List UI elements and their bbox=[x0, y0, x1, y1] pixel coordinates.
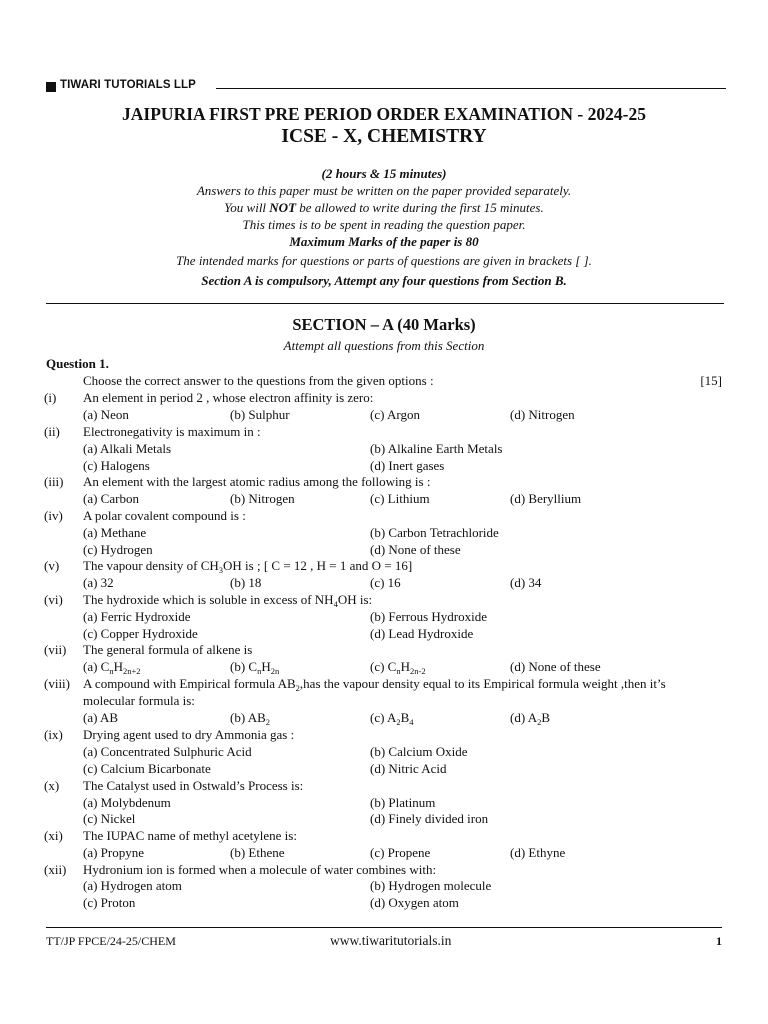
option-b: (b) Calcium Oxide bbox=[370, 744, 468, 759]
subscript: 2n+2 bbox=[123, 666, 141, 676]
option-d bbox=[510, 709, 550, 726]
options-row bbox=[0, 760, 768, 777]
option-c: (c) Nickel bbox=[83, 811, 136, 826]
question-stem-row bbox=[0, 777, 768, 794]
instruction-line-2b: be allowed to write during the first 15 minutes. bbox=[296, 200, 544, 215]
option-d: (d) 34 bbox=[510, 575, 542, 590]
question-stem-row bbox=[0, 726, 768, 743]
subscript: 2 bbox=[295, 683, 300, 693]
option-b bbox=[230, 658, 279, 675]
option-d: (d) None of these bbox=[370, 542, 461, 557]
option-c: (c) Propene bbox=[370, 845, 431, 860]
question-number: (vi) bbox=[44, 592, 63, 607]
question-intro: Choose the correct answer to the questions from the given options : bbox=[83, 373, 434, 388]
footer-rule bbox=[46, 927, 722, 928]
formula-part: H bbox=[400, 659, 410, 674]
question-stem bbox=[83, 557, 412, 574]
question-marks: [15] bbox=[700, 373, 722, 388]
options-row bbox=[0, 810, 768, 827]
option-d: (d) Inert gases bbox=[370, 458, 445, 473]
option-d: (d) Beryllium bbox=[510, 491, 582, 506]
question-number: (xii) bbox=[44, 862, 67, 877]
option-a: (a) Propyne bbox=[83, 845, 145, 860]
option-d: (d) Nitrogen bbox=[510, 407, 575, 422]
option-b: (b) Ferrous Hydroxide bbox=[370, 609, 487, 624]
page-footer bbox=[46, 927, 722, 949]
option-d: (d) Oxygen atom bbox=[370, 895, 459, 910]
options-row bbox=[0, 524, 768, 541]
instruction-line-2 bbox=[0, 199, 768, 216]
option-a: (a) 32 bbox=[83, 575, 114, 590]
exam-title: JAIPURIA FIRST PRE PERIOD ORDER EXAMINATION - 2024-25 bbox=[122, 104, 646, 124]
question-stem-row bbox=[0, 861, 768, 878]
question-stem: A polar covalent compound is : bbox=[83, 508, 246, 523]
question-stem-row bbox=[0, 827, 768, 844]
question-number: (x) bbox=[44, 778, 60, 793]
subscript: 2 bbox=[265, 717, 270, 727]
option-b: (b) Platinum bbox=[370, 795, 436, 810]
option-c: (c) Copper Hydroxide bbox=[83, 626, 198, 641]
question-stem-row bbox=[0, 641, 768, 658]
stem-part: ,has the vapour density equal to its Empirical formula weight ,then it’s bbox=[299, 676, 666, 691]
options-row bbox=[0, 794, 768, 811]
options-row bbox=[0, 709, 768, 726]
question-number: (iv) bbox=[44, 508, 63, 523]
options-row bbox=[0, 844, 768, 861]
question-stem: The Catalyst used in Ostwald’s Process is: bbox=[83, 778, 304, 793]
option-b: (b) Carbon Tetrachloride bbox=[370, 525, 499, 540]
question-stem-row bbox=[0, 557, 768, 574]
brand-name: TIWARI TUTORIALS LLP bbox=[60, 79, 196, 91]
options-row bbox=[0, 541, 768, 558]
section-subtitle: Attempt all questions from this Section bbox=[283, 338, 485, 353]
brand-square-icon bbox=[46, 82, 56, 92]
options-row bbox=[0, 406, 768, 423]
option-a: (a) Ferric Hydroxide bbox=[83, 609, 191, 624]
question-number: (ii) bbox=[44, 424, 60, 439]
options-row bbox=[0, 658, 768, 675]
instruction-line-1: Answers to this paper must be written on the paper provided separately. bbox=[196, 183, 572, 198]
instruction-line-2a: You will bbox=[224, 200, 270, 215]
question-stem: An element in period 2 , whose electron affinity is zero: bbox=[83, 390, 374, 405]
options-row bbox=[0, 608, 768, 625]
section-title: SECTION – A (40 Marks) bbox=[292, 315, 476, 334]
option-c: (c) Hydrogen bbox=[83, 542, 153, 557]
option-c: (c) Proton bbox=[83, 895, 136, 910]
divider bbox=[46, 303, 724, 304]
question-number: (xi) bbox=[44, 828, 63, 843]
question-stem-row bbox=[0, 692, 768, 709]
question-stem: The IUPAC name of methyl acetylene is: bbox=[83, 828, 297, 843]
paper-code: TT/JP FPCE/24-25/CHEM bbox=[46, 934, 176, 948]
option-c bbox=[370, 709, 414, 726]
option-a bbox=[83, 658, 141, 675]
question-stem-row bbox=[0, 423, 768, 440]
formula-part: (b) AB bbox=[230, 710, 266, 725]
question-stem: An element with the largest atomic radius among the following is : bbox=[83, 474, 431, 489]
formula-part: B bbox=[400, 710, 410, 725]
question-stem: Drying agent used to dry Ammonia gas : bbox=[83, 727, 295, 742]
question-stem-continued: molecular formula is: bbox=[83, 693, 195, 708]
question-number: (v) bbox=[44, 558, 60, 573]
question-stem: Hydronium ion is formed when a molecule of water combines with: bbox=[83, 862, 437, 877]
formula-part: (a) C bbox=[83, 659, 110, 674]
option-b: (b) Sulphur bbox=[230, 407, 290, 422]
question-stem: Electronegativity is maximum in : bbox=[83, 424, 261, 439]
formula-part: (c) C bbox=[370, 659, 397, 674]
subscript: 2 bbox=[537, 717, 542, 727]
subscript: n bbox=[257, 666, 262, 676]
option-a: (a) AB bbox=[83, 710, 119, 725]
option-d: (d) Finely divided iron bbox=[370, 811, 489, 826]
subscript: 2n bbox=[270, 666, 280, 676]
subscript: n bbox=[396, 666, 401, 676]
formula-part: (d) A bbox=[510, 710, 538, 725]
option-d: (d) None of these bbox=[510, 659, 601, 674]
subscript: 4 bbox=[333, 599, 338, 609]
subscript: n bbox=[109, 666, 114, 676]
option-a: (a) Molybdenum bbox=[83, 795, 171, 810]
options-row bbox=[0, 877, 768, 894]
options-row bbox=[0, 625, 768, 642]
formula-part: (c) A bbox=[370, 710, 397, 725]
question-stem-row bbox=[0, 473, 768, 490]
duration: (2 hours & 15 minutes) bbox=[321, 166, 447, 181]
stem-part: The hydroxide which is soluble in excess of NH bbox=[83, 592, 334, 607]
page-number: 1 bbox=[716, 934, 722, 948]
options-row bbox=[0, 743, 768, 760]
option-b: (b) Nitrogen bbox=[230, 491, 295, 506]
option-a: (a) Alkali Metals bbox=[83, 441, 172, 456]
formula-part: B bbox=[541, 710, 551, 725]
stem-part: OH is: bbox=[337, 592, 373, 607]
question-number: (ix) bbox=[44, 727, 63, 742]
instruction-line-5: The intended marks for questions or parts of questions are given in brackets [ ]. bbox=[176, 253, 592, 268]
instruction-not: NOT bbox=[269, 200, 297, 215]
option-c: (c) Lithium bbox=[370, 491, 430, 506]
option-b: (b) Alkaline Earth Metals bbox=[370, 441, 503, 456]
option-b: (b) 18 bbox=[230, 575, 262, 590]
question-intro-row bbox=[0, 372, 768, 389]
option-a: (a) Concentrated Sulphuric Acid bbox=[83, 744, 252, 759]
option-d: (d) Lead Hydroxide bbox=[370, 626, 474, 641]
stem-part: A compound with Empirical formula AB bbox=[83, 676, 296, 691]
question-number: (iii) bbox=[44, 474, 64, 489]
question-stem-row bbox=[0, 507, 768, 524]
options-row bbox=[0, 490, 768, 507]
stem-part: The vapour density of CH bbox=[83, 558, 219, 573]
options-row bbox=[0, 894, 768, 911]
question-stem-row bbox=[0, 675, 768, 692]
instruction-line-6: Section A is compulsory, Attempt any four questions from Section B. bbox=[201, 273, 567, 288]
option-b bbox=[230, 709, 270, 726]
option-c bbox=[370, 658, 426, 675]
question-number: (vii) bbox=[44, 642, 67, 657]
formula-part: (b) C bbox=[230, 659, 258, 674]
options-row bbox=[0, 440, 768, 457]
max-marks: Maximum Marks of the paper is 80 bbox=[289, 234, 479, 249]
option-c: (c) Calcium Bicarbonate bbox=[83, 761, 211, 776]
option-a: (a) Carbon bbox=[83, 491, 139, 506]
option-c: (c) 16 bbox=[370, 575, 401, 590]
option-a: (a) Hydrogen atom bbox=[83, 878, 182, 893]
question-label: Question 1. bbox=[46, 356, 109, 371]
option-a: (a) Neon bbox=[83, 407, 129, 422]
question-stem-row bbox=[0, 591, 768, 608]
formula-part: H bbox=[261, 659, 271, 674]
header-rule bbox=[216, 88, 726, 89]
question-number: (i) bbox=[44, 390, 57, 405]
subscript: 4 bbox=[409, 717, 414, 727]
option-c: (c) Halogens bbox=[83, 458, 150, 473]
option-d: (d) Nitric Acid bbox=[370, 761, 447, 776]
subscript: 2 bbox=[396, 717, 401, 727]
options-row bbox=[0, 574, 768, 591]
subscript: 3 bbox=[218, 565, 224, 575]
website: www.tiwaritutorials.in bbox=[330, 933, 452, 948]
question-number: (viii) bbox=[44, 676, 70, 691]
subscript: 2n-2 bbox=[410, 666, 426, 676]
option-a: (a) Methane bbox=[83, 525, 147, 540]
formula-part: H bbox=[113, 659, 123, 674]
option-b: (b) Ethene bbox=[230, 845, 285, 860]
options-row bbox=[0, 457, 768, 474]
brand-header bbox=[46, 79, 726, 95]
instruction-line-3: This times is to be spent in reading the question paper. bbox=[242, 217, 526, 232]
option-c: (c) Argon bbox=[370, 407, 420, 422]
question-stem: The general formula of alkene is bbox=[83, 642, 253, 657]
option-b: (b) Hydrogen molecule bbox=[370, 878, 492, 893]
stem-part: OH is ; [ C = 12 , H = 1 and O = 16] bbox=[223, 558, 413, 573]
question-stem-row bbox=[0, 389, 768, 406]
subject-title: ICSE - X, CHEMISTRY bbox=[281, 126, 487, 147]
question-stem bbox=[83, 591, 372, 608]
question-stem bbox=[83, 675, 666, 692]
option-d: (d) Ethyne bbox=[510, 845, 566, 860]
